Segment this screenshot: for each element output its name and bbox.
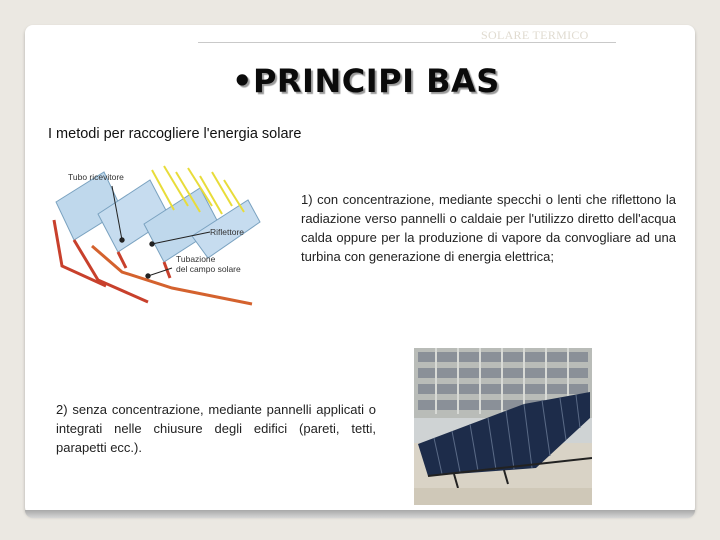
slide-shadow (25, 510, 695, 518)
mirror-troughs (56, 172, 260, 262)
paragraph-no-concentration: 2) senza concentrazione, mediante pannelli applicati o integrati nelle chiusure degli edifici (pareti, tetti, parapetti ecc.). (56, 402, 376, 455)
label-receiver-tube: Tubo ricevitore (68, 172, 124, 182)
subtitle: I metodi per raccogliere l'energia solare (48, 126, 302, 142)
page-title: •PRINCIPI BAS (232, 62, 500, 100)
header-label: SOLARE TERMICO (481, 28, 589, 42)
label-piping-line2: del campo solare (176, 264, 241, 274)
label-piping-line1: Tubazione (176, 254, 216, 264)
parabolic-trough-diagram (52, 162, 262, 317)
paragraph-concentration: 1) con concentrazione, mediante specchi o lenti che riflettono la radiazione verso pannelli o caldaie per l'utilizzo diretto dell'acqua calda oppure per la produzione di vapore da convogliare ad una turbina con generazione di energia elettrica; (301, 192, 676, 264)
solar-panels-photo (414, 348, 592, 505)
label-reflector: Riflettore (210, 227, 245, 237)
